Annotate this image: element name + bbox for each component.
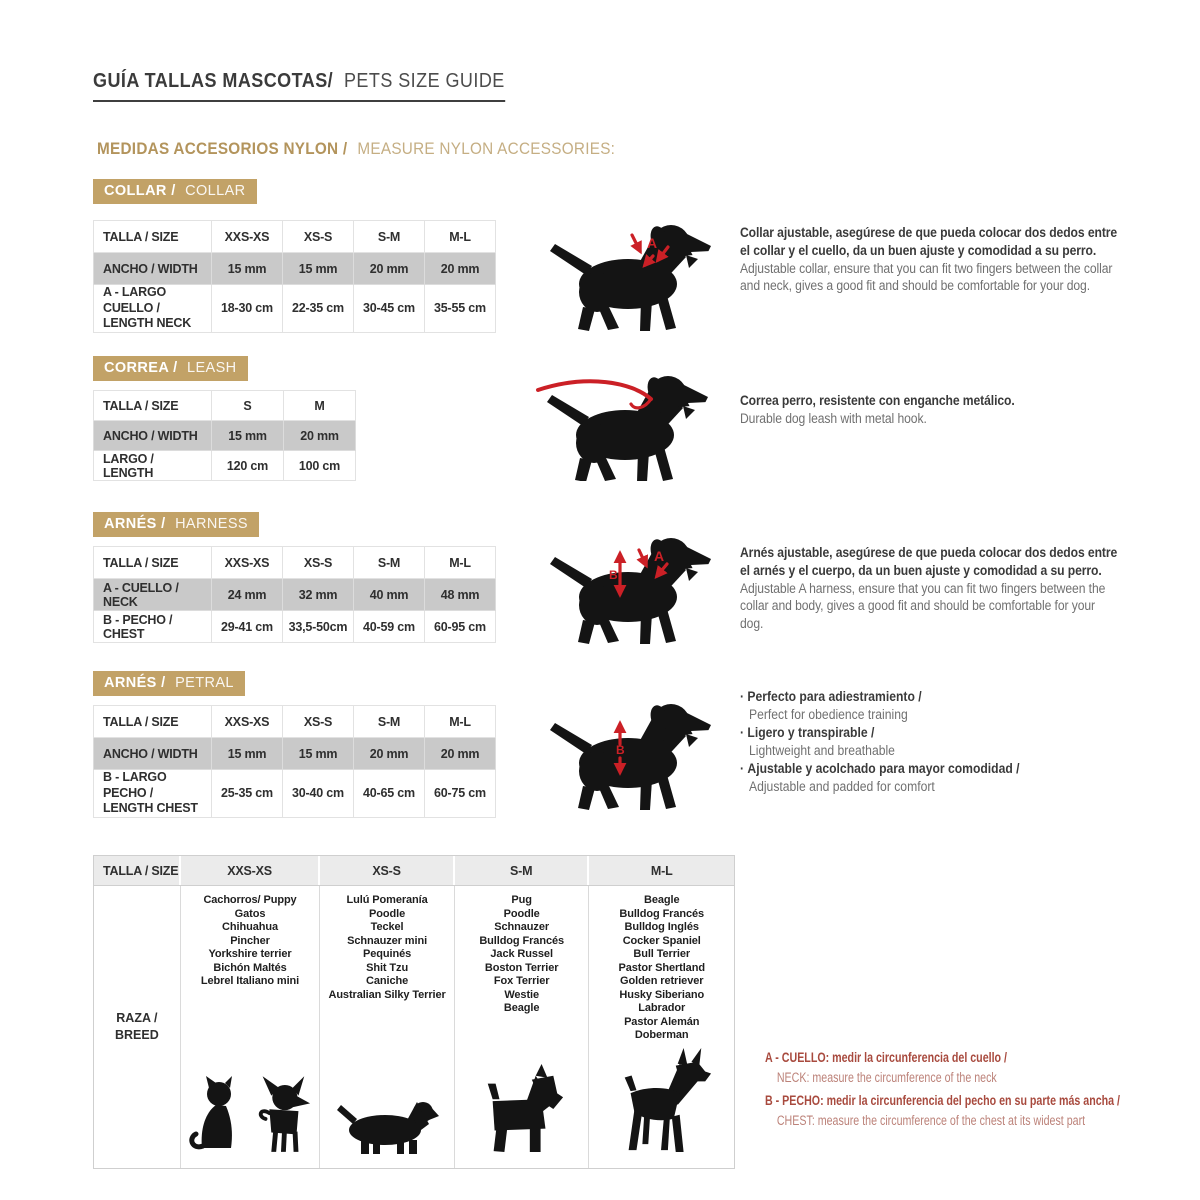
leash-badge-en: LEASH: [187, 360, 237, 376]
harness-desc-es: Arnés ajustable, asegúrese de que pueda colocar dos dedos entre el arnés y el cuerpo, da un buen ajuste y comodidad a su perro.: [740, 545, 1118, 578]
leash-desc-en: Durable dog leash with metal hook.: [740, 410, 927, 426]
note-chest-en: CHEST: measure the circumference of the chest at its widest part: [776, 1112, 1086, 1128]
harness-description: [740, 544, 1118, 633]
feature-en: Lightweight and breathable: [749, 743, 895, 759]
size-cell: XS-S: [283, 547, 354, 579]
harness-desc-en: Adjustable A harness, ensure that you can fit two fingers between the collar and body, gives a good fit and should be comfortable for your dog.: [740, 580, 1106, 632]
size-cell: [94, 770, 212, 818]
schnauzer-silhouette: [480, 1064, 564, 1154]
size-cell: 25-35 cm: [212, 770, 283, 818]
size-cell: 20 mm: [354, 738, 425, 770]
breed-list-xxs-xs: [181, 886, 320, 989]
breed-size-table: [93, 855, 735, 1169]
petral-section-badge: [93, 671, 245, 696]
breed-header-cell: TALLA / SIZE: [94, 856, 181, 885]
section-subtitle: [97, 139, 615, 159]
breed-header-cell: M-L: [650, 863, 673, 878]
pet-silhouettes-m-l: [589, 1048, 734, 1154]
petral-mark-b-label: B: [616, 743, 625, 757]
size-cell: 18-30 cm: [212, 285, 283, 333]
breed-item: Teckel: [370, 921, 404, 933]
breed-column-s-m: [455, 886, 590, 1168]
size-cell: 32 mm: [283, 579, 354, 611]
breed-item: Poodle: [369, 907, 406, 920]
collar-desc-en: Adjustable collar, ensure that you can fit two fingers between the collar and neck, gives a good fit and should be comfortable for your dog.: [740, 260, 1113, 294]
breed-item: Labrador: [638, 1002, 686, 1014]
breed-item: Pequinés: [363, 948, 412, 960]
size-cell: TALLA / SIZE: [94, 221, 212, 253]
breed-table-header: [94, 856, 734, 886]
size-cell: [94, 285, 212, 333]
leash-description: [740, 392, 1118, 428]
size-cell: 40 mm: [354, 579, 425, 611]
breed-item: Westie: [504, 988, 539, 1001]
page-title-en: PETS SIZE GUIDE: [343, 70, 505, 92]
petral-feature: [740, 724, 1118, 760]
breed-item: Golden retriever: [620, 975, 704, 987]
breed-item: Jack Russel: [490, 948, 553, 960]
petral-width-row: [94, 738, 496, 770]
breed-item: Beagle: [643, 894, 680, 906]
note-chest: [765, 1091, 1136, 1132]
page-title: [93, 70, 505, 102]
petral-chest-label-en: LENGTH CHEST: [103, 801, 198, 816]
breed-item: Cocker Spaniel: [622, 934, 701, 947]
size-cell: 24 mm: [212, 579, 283, 611]
breed-item: Schnauzer mini: [347, 934, 428, 947]
size-cell: 20 mm: [425, 253, 496, 285]
harness-mark-a-label: A: [654, 548, 665, 564]
breed-item: Pastor Alemán: [624, 1015, 700, 1028]
breed-item: Beagle: [503, 1002, 540, 1014]
breed-item: Lebrel Italiano mini: [200, 975, 300, 987]
harness-section-badge: [93, 512, 259, 537]
breed-item: Bulldog Francés: [619, 907, 705, 920]
petral-badge-es: ARNÉS /: [104, 675, 166, 691]
feature-es: · Perfecto para adiestramiento /: [740, 688, 1118, 706]
size-cell: 100 cm: [284, 451, 356, 481]
breed-item: Pincher: [230, 934, 270, 947]
subtitle-es: MEDIDAS ACCESORIOS NYLON /: [97, 139, 348, 158]
breed-item: Shit Tzu: [366, 961, 409, 974]
subtitle-en: MEASURE NYLON ACCESSORIES:: [357, 139, 616, 158]
breed-list-s-m: [455, 886, 589, 1016]
breed-column-m-l: [589, 886, 734, 1168]
leash-length-row: [94, 451, 356, 481]
size-cell: 33,5-50cm: [283, 611, 354, 643]
breed-item: Cachorros/ Puppy: [203, 894, 297, 906]
size-cell: 20 mm: [425, 738, 496, 770]
size-cell: S-M: [354, 547, 425, 579]
breed-column-xxs-xs: [181, 886, 321, 1168]
size-cell: M: [284, 391, 356, 421]
breed-row-label-es: RAZA /: [116, 1010, 158, 1025]
size-cell: 40-59 cm: [354, 611, 425, 643]
feature-es: · Ligero y transpirable /: [740, 724, 1118, 742]
harness-mark-b-label: B: [609, 568, 618, 582]
breed-item: Gatos: [234, 907, 266, 920]
size-cell: S-M: [354, 221, 425, 253]
pet-silhouettes-s-m: [455, 1064, 589, 1154]
petral-header-row: [94, 706, 496, 738]
size-cell: 40-65 cm: [354, 770, 425, 818]
breed-item: Yorkshire terrier: [208, 948, 292, 960]
feature-en: Perfect for obedience training: [749, 707, 908, 723]
collar-description: [740, 224, 1118, 295]
size-cell: 60-95 cm: [425, 611, 496, 643]
size-cell: 35-55 cm: [425, 285, 496, 333]
size-cell: XXS-XS: [212, 706, 283, 738]
size-cell: LARGO / LENGTH: [94, 451, 212, 481]
breed-row-label-en: BREED: [114, 1028, 159, 1042]
breed-column-xs-s: [320, 886, 455, 1168]
size-cell: ANCHO / WIDTH: [94, 421, 212, 451]
leash-badge-es: CORREA /: [104, 360, 178, 376]
size-cell: TALLA / SIZE: [94, 391, 212, 421]
collar-size-table: [93, 220, 496, 333]
petral-feature: [740, 688, 1118, 724]
size-cell: 60-75 cm: [425, 770, 496, 818]
breed-item: Doberman: [634, 1029, 689, 1041]
breed-item: Schnauzer: [494, 921, 550, 933]
size-cell: XS-S: [283, 221, 354, 253]
breed-item: Bulldog Francés: [479, 934, 564, 947]
collar-width-row: [94, 253, 496, 285]
collar-mark-a-label: A: [647, 235, 658, 251]
leash-desc-es: Correa perro, resistente con enganche metálico.: [740, 393, 1015, 408]
size-cell: TALLA / SIZE: [94, 547, 212, 579]
breed-item: Lulú Pomeranía: [346, 894, 428, 906]
breed-row-label: [94, 886, 181, 1168]
size-cell: 29-41 cm: [212, 611, 283, 643]
breed-item: Bull Terrier: [633, 948, 691, 960]
size-cell: XS-S: [283, 706, 354, 738]
breed-item: Poodle: [503, 907, 540, 920]
size-cell: 15 mm: [212, 738, 283, 770]
note-neck-en: NECK: measure the circumference of the neck: [776, 1070, 997, 1086]
leash-size-table: [93, 390, 356, 481]
breed-item: Caniche: [366, 975, 409, 987]
collar-desc-es: Collar ajustable, asegúrese de que pueda colocar dos dedos entre el collar y el cuello, da un buen ajuste y comodidad a su perro.: [740, 225, 1118, 258]
breed-list-xs-s: [320, 886, 454, 1002]
neck-label-es: A - LARGO CUELLO /: [103, 285, 167, 315]
harness-size-table: [93, 546, 496, 643]
size-cell: M-L: [425, 221, 496, 253]
size-cell: A - CUELLO / NECK: [94, 579, 212, 611]
size-cell: 48 mm: [425, 579, 496, 611]
breed-item: Boston Terrier: [484, 961, 559, 974]
doberman-silhouette: [612, 1048, 712, 1154]
pet-silhouettes-xs-s: [320, 1092, 454, 1154]
dog-collar-illustration: [540, 215, 720, 335]
collar-badge-en: COLLAR: [185, 183, 246, 199]
petral-chest-label-es: B - LARGO PECHO /: [103, 770, 167, 800]
size-cell: TALLA / SIZE: [94, 706, 212, 738]
harness-header-row: [94, 547, 496, 579]
leash-width-row: [94, 421, 356, 451]
note-neck-es: A - CUELLO: medir la circunferencia del cuello /: [765, 1050, 1007, 1065]
breed-item: Pug: [511, 894, 532, 906]
breed-item: Husky Siberiano: [619, 988, 705, 1001]
breed-list-m-l: [589, 886, 734, 1043]
feature-es: · Ajustable y acolchado para mayor comodidad /: [740, 760, 1118, 778]
breed-header-cell: S-M: [455, 856, 590, 885]
page-title-es: GUÍA TALLAS MASCOTAS/: [93, 70, 334, 92]
dog-leash-illustration: [532, 366, 717, 481]
breed-header-cell: XS-S: [320, 856, 455, 885]
petral-features: [740, 688, 1118, 796]
size-cell: 15 mm: [283, 738, 354, 770]
chihuahua-silhouette: [250, 1076, 312, 1154]
harness-badge-es: ARNÉS /: [104, 516, 166, 532]
size-cell: XXS-XS: [212, 547, 283, 579]
breed-item: Bulldog Inglés: [624, 921, 699, 933]
petral-feature: [740, 760, 1118, 796]
size-cell: 22-35 cm: [283, 285, 354, 333]
size-cell: ANCHO / WIDTH: [94, 253, 212, 285]
neck-label-en: LENGTH NECK: [103, 316, 192, 331]
size-cell: 15 mm: [283, 253, 354, 285]
size-cell: S: [212, 391, 284, 421]
breed-item: Pastor Shertland: [618, 961, 705, 974]
size-cell: M-L: [425, 547, 496, 579]
size-cell: S-M: [354, 706, 425, 738]
breed-header-cell: XXS-XS: [181, 856, 321, 885]
breed-item: Australian Silky Terrier: [328, 988, 446, 1001]
size-cell: M-L: [425, 706, 496, 738]
harness-chest-row: [94, 611, 496, 643]
harness-badge-en: HARNESS: [175, 516, 248, 532]
pet-silhouettes-xxs-xs: [181, 1076, 320, 1154]
collar-header-row: [94, 221, 496, 253]
collar-badge-es: COLLAR /: [104, 183, 176, 199]
measure-notes: [765, 1048, 1136, 1133]
size-cell: 20 mm: [284, 421, 356, 451]
dog-petral-illustration: [540, 694, 720, 814]
breed-table-body: [94, 886, 734, 1168]
petral-badge-en: PETRAL: [175, 675, 234, 691]
size-cell: XXS-XS: [212, 221, 283, 253]
size-cell: 120 cm: [212, 451, 284, 481]
size-cell: 15 mm: [212, 421, 284, 451]
cat-silhouette: [188, 1076, 240, 1154]
petral-chest-row: [94, 770, 496, 818]
dachshund-silhouette: [335, 1092, 439, 1154]
size-cell: 30-40 cm: [283, 770, 354, 818]
harness-neck-row: [94, 579, 496, 611]
leash-header-row: [94, 391, 356, 421]
petral-size-table: [93, 705, 496, 818]
size-cell: 15 mm: [212, 253, 283, 285]
note-neck: [765, 1048, 1136, 1089]
leash-section-badge: [93, 356, 248, 381]
breed-item: Bichón Maltés: [213, 961, 287, 974]
collar-section-badge: [93, 179, 257, 204]
note-chest-es: B - PECHO: medir la circunferencia del pecho en su parte más ancha /: [765, 1092, 1121, 1108]
collar-neck-row: [94, 285, 496, 333]
breed-item: Fox Terrier: [493, 975, 550, 987]
size-cell: ANCHO / WIDTH: [94, 738, 212, 770]
size-cell: B - PECHO / CHEST: [94, 611, 212, 643]
size-cell: 30-45 cm: [354, 285, 425, 333]
size-cell: 20 mm: [354, 253, 425, 285]
breed-item: Chihuahua: [222, 921, 278, 933]
dog-harness-illustration: [540, 528, 720, 648]
feature-en: Adjustable and padded for comfort: [749, 779, 935, 795]
